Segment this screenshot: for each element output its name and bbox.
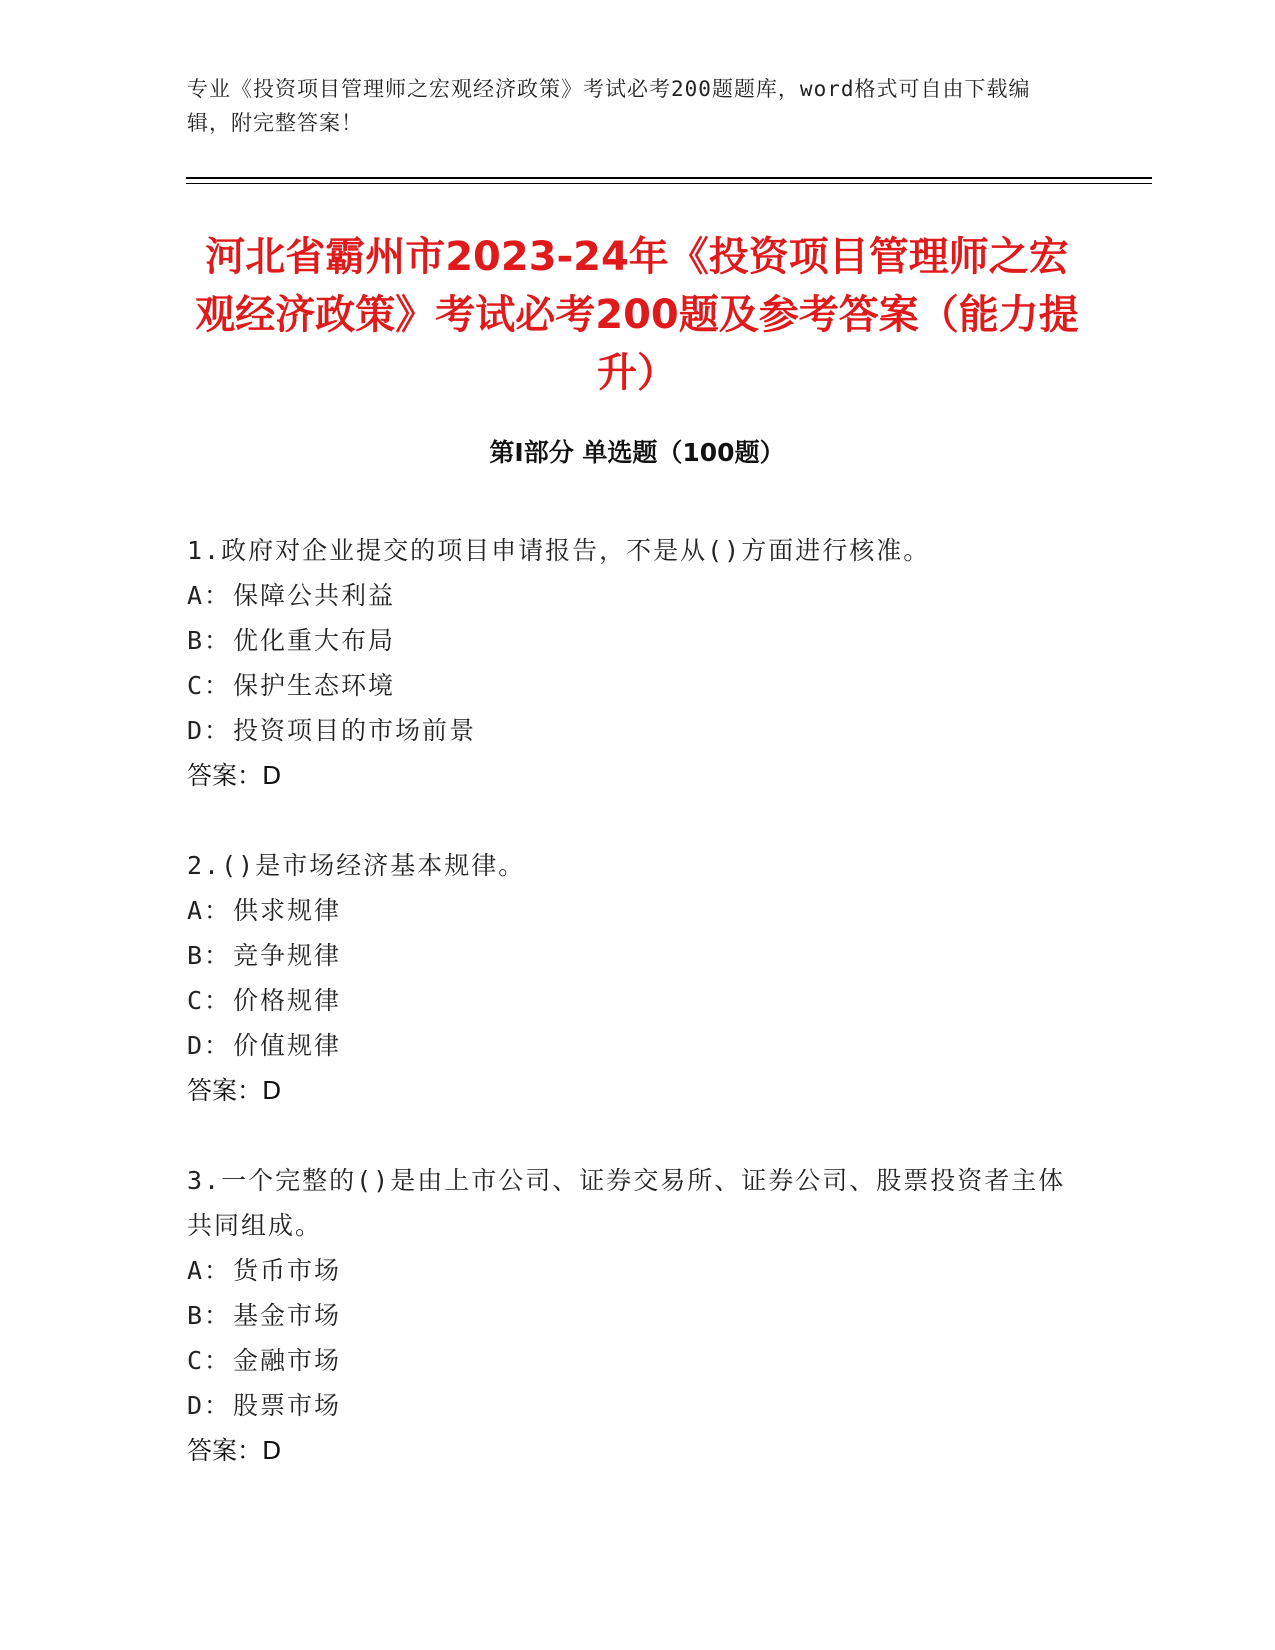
option-text: 价值规律: [233, 1031, 342, 1060]
option-text: 股票市场: [233, 1391, 342, 1420]
option-text: 竞争规律: [233, 941, 342, 970]
option-key: A：: [187, 1256, 232, 1285]
question-2: [187, 843, 1067, 1113]
header-rule-thin: [186, 183, 1152, 184]
option-text: 投资项目的市场前景: [233, 716, 477, 745]
option-b: [187, 1293, 1067, 1338]
option-d: [187, 1023, 1067, 1068]
option-d: [187, 1383, 1067, 1428]
option-key: C：: [187, 986, 232, 1015]
option-key: A：: [187, 581, 232, 610]
option-text: 保护生态环境: [233, 671, 396, 700]
option-d: [187, 708, 1067, 753]
option-text: 金融市场: [233, 1346, 342, 1375]
question-stem: 3.一个完整的()是由上市公司、证券交易所、证券公司、股票投资者主体共同组成。: [187, 1166, 1066, 1240]
option-key: C：: [187, 1346, 232, 1375]
option-key: B：: [187, 626, 232, 655]
option-key: D：: [187, 1031, 232, 1060]
question-stem: 2.()是市场经济基本规律。: [187, 851, 526, 880]
option-a: [187, 573, 1067, 618]
option-c: [187, 978, 1067, 1023]
option-b: [187, 933, 1067, 978]
option-text: 价格规律: [233, 986, 342, 1015]
option-c: [187, 1338, 1067, 1383]
option-key: D：: [187, 1391, 232, 1420]
answer-line: 答案：D: [187, 1436, 282, 1465]
option-key: B：: [187, 941, 232, 970]
option-key: D：: [187, 716, 232, 745]
question-stem: 1.政府对企业提交的项目申请报告，不是从()方面进行核准。: [187, 536, 931, 565]
option-key: A：: [187, 896, 232, 925]
question-list: [187, 528, 1067, 1518]
question-1: [187, 528, 1067, 798]
header-note: 专业《投资项目管理师之宏观经济政策》考试必考200题题库，word格式可自由下载编辑，附完整答案！: [187, 77, 1031, 135]
option-text: 保障公共利益: [233, 581, 396, 610]
option-text: 货币市场: [233, 1256, 342, 1285]
option-text: 基金市场: [233, 1301, 342, 1330]
section-heading: 第I部分 单选题（100题）: [489, 438, 785, 467]
option-b: [187, 618, 1067, 663]
header-rule-thick: [186, 177, 1152, 179]
option-key: C：: [187, 671, 232, 700]
answer-line: 答案：D: [187, 1076, 282, 1105]
option-a: [187, 1248, 1067, 1293]
document-title: 河北省霸州市2023-24年《投资项目管理师之宏观经济政策》考试必考200题及参考答案（能力提升）: [195, 234, 1079, 396]
option-text: 优化重大布局: [233, 626, 396, 655]
answer-line: 答案：D: [187, 761, 282, 790]
option-key: B：: [187, 1301, 232, 1330]
question-3: [187, 1158, 1067, 1473]
option-text: 供求规律: [233, 896, 342, 925]
option-a: [187, 888, 1067, 933]
option-c: [187, 663, 1067, 708]
